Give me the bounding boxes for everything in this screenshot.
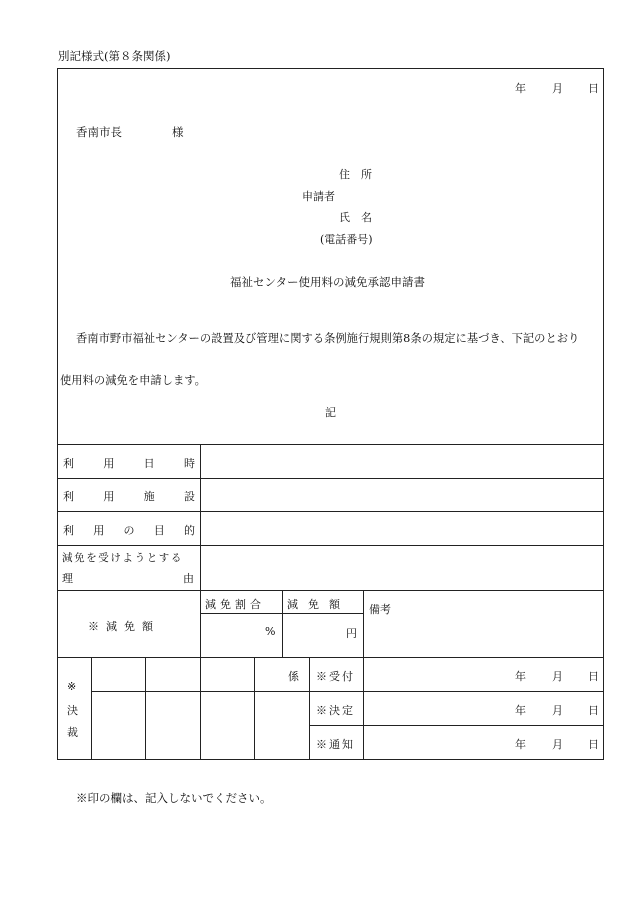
- label-char: 由: [183, 572, 194, 585]
- footnote: ※印の欄は、記入しないでください。: [76, 791, 272, 805]
- approval-column-rule: [363, 657, 364, 760]
- reduction-column-rule: [282, 590, 283, 657]
- label-char: 利: [63, 490, 74, 503]
- row-label-usage-datetime: [63, 455, 195, 471]
- yen-unit: 円: [346, 627, 357, 640]
- address-label: 住 所: [339, 168, 372, 181]
- body-line-2: 使用料の減免を申請します。: [60, 374, 206, 387]
- row-label-reason-1: 減免を受けようとする: [62, 552, 183, 564]
- form-label: 別記様式(第８条関係): [58, 49, 171, 63]
- label-char: 利: [63, 457, 74, 470]
- date-year: 年: [515, 82, 526, 95]
- row-label-reason-2: [62, 570, 194, 586]
- approval-rule: [91, 691, 604, 692]
- row-rule: [57, 511, 604, 512]
- form-title: 福祉センター使用料の減免承認申請書: [230, 275, 426, 289]
- reduction-column-rule: [363, 590, 364, 657]
- date-month: 月: [552, 82, 563, 95]
- approval-column-rule: [254, 657, 255, 760]
- row-label-purpose: [63, 522, 195, 538]
- row-rule: [57, 657, 604, 658]
- row-rule: [57, 545, 604, 546]
- percent-unit: %: [265, 625, 276, 638]
- reduction-amount-label: ※減免額: [88, 620, 160, 633]
- label-char: の: [123, 524, 135, 537]
- label-char: 目: [153, 524, 165, 537]
- receipt-year: 年: [515, 670, 526, 683]
- table-top-rule: [57, 444, 604, 445]
- approval-kessai-2: 裁: [67, 726, 78, 739]
- receipt-label: ※受付: [316, 670, 355, 683]
- ki-label: 記: [325, 406, 336, 419]
- label-char: 利: [63, 524, 74, 537]
- approval-rule: [309, 725, 604, 726]
- row-rule: [57, 478, 604, 479]
- remarks-label: 備考: [369, 603, 391, 616]
- notice-month: 月: [552, 738, 563, 751]
- approval-column-rule: [309, 657, 310, 760]
- approval-column-rule: [145, 657, 146, 760]
- row-label-facility: [63, 488, 195, 504]
- label-char: 施: [143, 490, 155, 503]
- label-char: 日: [143, 457, 155, 470]
- label-column-rule: [200, 444, 201, 657]
- name-label: 氏 名: [339, 211, 372, 224]
- decision-day: 日: [588, 704, 599, 717]
- reduction-amount-header: 減免額: [287, 598, 350, 611]
- approval-column-rule: [200, 657, 201, 760]
- label-char: 的: [184, 524, 195, 537]
- applicant-label: 申請者: [302, 190, 335, 203]
- label-char: 時: [183, 457, 195, 470]
- reduction-rate-label: 減免割合: [205, 598, 265, 611]
- row-rule: [57, 590, 604, 591]
- notice-day: 日: [588, 738, 599, 751]
- decision-year: 年: [515, 704, 526, 717]
- approval-mark: ※: [67, 680, 77, 693]
- decision-month: 月: [552, 704, 563, 717]
- label-char: 用: [103, 457, 115, 470]
- date-day: 日: [588, 82, 599, 95]
- kakari-label: 係: [288, 670, 299, 683]
- approval-kessai-1: 決: [67, 704, 78, 717]
- notice-label: ※通知: [316, 738, 355, 751]
- label-char: 用: [93, 524, 105, 537]
- body-line-1: 香南市野市福祉センターの設置及び管理に関する条例施行規則第8条の規定に基づき、下記のとおり: [76, 332, 580, 345]
- receipt-month: 月: [552, 670, 563, 683]
- receipt-day: 日: [588, 670, 599, 683]
- label-char: 理: [62, 572, 73, 585]
- label-char: 用: [103, 490, 115, 503]
- addressee: 香南市長: [76, 125, 122, 139]
- label-char: 設: [183, 490, 195, 503]
- decision-label: ※決定: [316, 704, 355, 717]
- approval-column-rule: [91, 657, 92, 760]
- phone-label: (電話番号): [320, 233, 373, 246]
- notice-year: 年: [515, 738, 526, 751]
- honorific: 様: [172, 125, 184, 139]
